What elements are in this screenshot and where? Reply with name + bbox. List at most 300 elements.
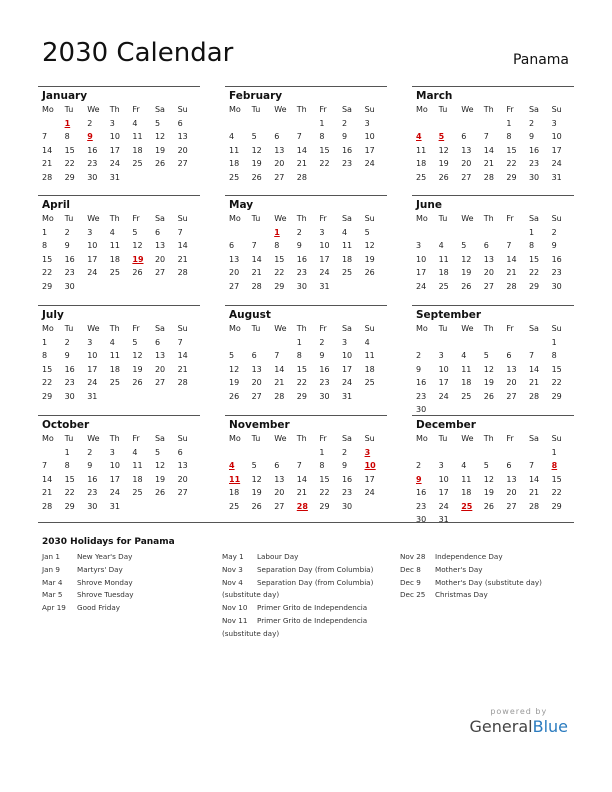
day-cell: 23 [87,488,98,497]
day-cell: 9 [528,132,535,141]
month-august [225,305,387,403]
day-cell: 24 [109,488,120,497]
day-cell: 2 [64,227,70,237]
empty-cell [252,336,275,350]
day-cell: 10 [109,132,120,141]
holiday-name: Good Friday [77,603,120,613]
day-cell: 16 [64,254,75,264]
day-cell: 6 [274,132,280,141]
day-grid [229,432,387,513]
weekday-header: We [461,214,474,223]
day-cell: 29 [64,501,75,511]
day-cell: 16 [319,364,330,374]
weekday-header: Su [364,214,375,223]
day-cell: 8 [319,132,325,141]
day-cell: 2 [528,118,535,128]
day-cell: 22 [551,488,562,497]
day-cell: 11 [109,241,120,250]
day-cell: 6 [251,351,257,360]
day-cell: 8 [319,461,325,470]
weekday-header: Mo [42,214,54,223]
day-cell: 8 [274,241,280,250]
holiday-row [400,589,580,602]
day-cell: 26 [461,281,472,291]
month-name: July [42,309,64,321]
empty-cell [229,117,252,131]
day-cell: 27 [229,281,240,291]
weekday-header: Th [109,214,120,223]
day-cell: 6 [506,351,512,360]
day-cell: 5 [461,241,467,250]
empty-cell [274,446,297,460]
day-cell: 14 [251,254,262,264]
day-cell: 1 [42,227,48,237]
day-cell: 10 [341,351,353,360]
day-grid [416,212,574,293]
day-cell: 25 [109,378,120,387]
weekday-header: Su [177,324,188,333]
day-cell: 29 [42,281,53,291]
day-cell: 7 [296,461,302,470]
day-cell: 1 [551,447,557,457]
month-november [225,415,387,513]
day-cell: 20 [274,488,285,497]
empty-cell [461,446,484,460]
weekday-header: Su [551,214,562,223]
holiday-name: New Year's Day [77,552,133,561]
day-cell: 17 [364,474,375,484]
holiday-date: Dec 9 [400,577,421,587]
day-cell: 3 [87,227,93,237]
day-cell: 8 [506,132,512,141]
day-cell: 7 [177,227,183,237]
day-cell: 6 [154,337,161,347]
empty-cell [252,117,275,131]
weekday-header: Su [177,105,188,114]
weekday-header: Mo [42,434,54,443]
month-name: December [416,419,476,431]
day-cell: 4 [132,447,138,457]
day-cell: 26 [364,268,375,277]
brand-logo[interactable] [470,707,568,736]
holiday-date: Jan 1 [42,552,60,561]
day-cell: 28 [483,172,494,182]
day-grid [42,212,200,293]
day-cell: 27 [483,281,494,291]
day-cell: 17 [416,268,427,277]
weekday-header: Mo [229,324,241,333]
empty-cell [229,336,252,350]
day-cell: 7 [528,351,535,360]
day-cell: 8 [42,241,48,250]
weekday-header: Sa [154,214,165,223]
day-cell: 16 [296,254,307,264]
day-cell: 1 [319,118,325,128]
day-cell: 24 [438,391,449,401]
day-cell: 28 [42,172,53,182]
day-cell: 13 [506,474,517,484]
weekday-header: Sa [154,105,165,114]
day-cell: 15 [274,254,285,264]
day-cell: 30 [319,391,330,401]
weekday-header: Mo [42,105,54,114]
day-cell: 19 [251,159,262,168]
day-cell: 18 [132,145,143,155]
weekday-header: Mo [229,105,241,114]
holiday-date: Mar 4 [42,577,63,587]
day-cell: 11 [461,474,472,484]
day-cell: 24 [364,488,375,497]
day-cell: 23 [416,501,427,511]
day-cell: 29 [506,172,517,182]
day-cell: 30 [296,281,307,291]
day-grid [416,432,574,527]
day-cell: 31 [109,172,120,182]
day-cell: 27 [177,159,188,168]
day-cell: 10 [416,254,427,264]
day-cell: 29 [64,172,75,182]
day-cell: 17 [109,474,120,484]
day-cell: 31 [319,281,330,291]
holiday-day: 9 [87,132,93,141]
day-cell: 27 [506,391,517,401]
weekday-header: Th [483,324,494,333]
holiday-row [222,551,402,564]
day-cell: 2 [416,461,422,470]
month-january [38,86,200,184]
day-cell: 26 [154,488,166,497]
day-cell: 4 [461,461,467,470]
day-cell: 29 [551,391,562,401]
holiday-row [42,589,222,602]
day-cell: 20 [483,268,494,277]
empty-cell [416,336,439,350]
day-cell: 13 [274,145,285,155]
day-cell: 2 [64,337,70,347]
empty-cell [416,117,439,131]
month-name: April [42,199,71,211]
day-cell: 12 [461,254,472,264]
day-cell: 28 [528,391,540,401]
day-cell: 2 [87,447,93,457]
weekday-header: Th [296,105,307,114]
weekday-header: We [274,214,287,223]
day-cell: 23 [64,268,75,277]
day-cell: 10 [87,241,98,250]
day-cell: 28 [528,501,540,511]
holiday-day: 4 [229,461,235,470]
country-name: Panama [512,52,569,68]
day-cell: 9 [64,351,70,360]
weekday-header: Sa [154,324,165,333]
holiday-day: 11 [229,474,241,484]
day-cell: 6 [177,447,183,457]
empty-cell [461,226,484,240]
month-october [38,415,200,513]
weekday-header: We [461,105,474,114]
day-cell: 27 [461,172,472,182]
day-cell: 2 [551,227,557,237]
holiday-column [222,551,402,641]
day-cell: 18 [438,268,449,277]
weekday-header: Fr [132,434,140,443]
day-cell: 7 [483,132,489,141]
weekday-header: Su [551,434,562,443]
weekday-header: Su [364,105,375,114]
holiday-row [42,564,222,577]
day-cell: 21 [42,159,53,168]
month-june [412,195,574,293]
day-cell: 2 [416,351,422,360]
day-cell: 13 [154,241,166,250]
weekday-header: Su [551,105,562,114]
weekday-header: Su [177,214,188,223]
day-cell: 16 [416,378,427,387]
day-cell: 12 [154,461,166,470]
day-cell: 30 [87,501,98,511]
day-cell: 7 [274,351,280,360]
day-cell: 12 [251,474,262,484]
weekday-header: Th [296,324,307,333]
day-cell: 12 [483,474,494,484]
day-cell: 25 [229,501,240,511]
empty-cell [439,117,462,131]
day-cell: 22 [274,268,285,277]
day-cell: 17 [438,488,449,497]
holiday-name: Independence Day [435,552,503,561]
day-cell: 12 [483,364,494,374]
weekday-header: Su [551,324,562,333]
day-cell: 9 [341,132,348,141]
weekday-header: Fr [319,105,327,114]
weekday-header: Tu [251,214,261,223]
powered-by-text: powered by [490,707,548,716]
day-cell: 26 [132,378,143,387]
day-cell: 22 [528,268,540,277]
day-cell: 5 [483,351,489,360]
day-cell: 17 [319,254,330,264]
day-cell: 26 [154,159,166,168]
month-name: August [229,309,271,321]
day-cell: 9 [416,364,422,374]
day-cell: 11 [109,351,120,360]
holiday-day: 5 [438,132,445,141]
day-cell: 4 [461,351,467,360]
day-cell: 29 [42,391,53,401]
day-cell: 10 [438,364,449,374]
day-cell: 7 [506,241,512,250]
day-cell: 14 [177,241,188,250]
day-cell: 22 [506,159,517,168]
day-cell: 9 [296,241,302,250]
day-cell: 28 [177,268,188,277]
day-cell: 27 [154,268,166,277]
day-cell: 24 [87,378,98,387]
day-cell: 6 [177,118,183,128]
day-cell: 15 [296,364,307,374]
weekday-header: Fr [319,434,327,443]
empty-cell [484,226,507,240]
day-cell: 3 [319,227,325,237]
month-name: June [416,199,442,211]
day-cell: 28 [274,391,285,401]
empty-cell [461,117,484,131]
month-may [225,195,387,293]
day-cell: 10 [438,474,449,484]
day-cell: 10 [109,461,120,470]
weekday-header: We [461,324,474,333]
day-cell: 24 [416,281,427,291]
day-cell: 17 [87,254,98,264]
day-cell: 28 [506,281,517,291]
day-cell: 4 [438,241,444,250]
day-cell: 14 [483,145,494,155]
day-cell: 31 [87,391,98,401]
holiday-day: 10 [364,461,376,470]
day-cell: 3 [364,118,370,128]
day-cell: 30 [87,172,98,182]
weekday-header: Sa [528,214,539,223]
day-cell: 16 [87,474,98,484]
day-cell: 18 [109,364,120,374]
month-april [38,195,200,293]
day-cell: 3 [341,337,348,347]
day-cell: 15 [551,364,562,374]
weekday-header: We [87,105,100,114]
weekday-header: Tu [251,434,261,443]
day-cell: 14 [506,254,517,264]
day-cell: 13 [154,351,166,360]
day-cell: 28 [296,172,307,182]
holiday-date: May 1 [222,552,244,561]
holiday-date: Nov 11 [222,615,248,625]
day-cell: 7 [528,461,535,470]
empty-cell [439,446,462,460]
day-cell: 25 [109,268,120,277]
day-cell: 24 [319,268,330,277]
day-cell: 21 [296,159,307,168]
holiday-date: Dec 25 [400,590,426,600]
day-cell: 14 [296,145,307,155]
day-cell: 23 [341,159,353,168]
day-cell: 23 [64,378,75,387]
holiday-name: Mother's Day [435,564,483,574]
day-cell: 19 [154,474,166,484]
weekday-header: Fr [506,434,514,443]
day-cell: 3 [438,351,444,360]
holiday-day: 19 [132,254,144,264]
holiday-row [222,602,402,615]
month-name: May [229,199,254,211]
day-cell: 20 [461,159,472,168]
day-cell: 23 [416,391,427,401]
day-cell: 24 [551,159,562,168]
day-cell: 17 [438,378,449,387]
day-cell: 22 [551,378,562,387]
day-cell: 1 [296,337,302,347]
day-cell: 17 [87,364,98,374]
weekday-header: Th [109,105,120,114]
day-cell: 5 [364,227,370,237]
weekday-header: Mo [229,214,241,223]
day-cell: 3 [109,447,115,457]
day-cell: 26 [229,391,240,401]
weekday-header: We [87,214,100,223]
day-cell: 19 [483,378,494,387]
day-cell: 9 [64,241,70,250]
day-cell: 22 [64,488,75,497]
empty-cell [461,336,484,350]
day-cell: 22 [64,159,75,168]
empty-cell [297,117,320,131]
day-cell: 13 [483,254,494,264]
empty-cell [506,226,529,240]
day-cell: 16 [341,145,353,155]
day-cell: 1 [551,337,557,347]
day-cell: 1 [319,447,325,457]
day-cell: 12 [154,132,166,141]
day-cell: 24 [87,268,98,277]
day-cell: 2 [319,337,325,347]
day-cell: 30 [416,405,427,414]
day-cell: 1 [42,337,48,347]
day-cell: 21 [528,378,540,387]
day-cell: 18 [132,474,143,484]
day-cell: 19 [132,364,143,374]
day-cell: 8 [296,351,302,360]
holiday-name: Separation Day (from Columbia) [257,564,374,574]
day-cell: 19 [251,488,262,497]
day-cell: 15 [64,474,75,484]
day-cell: 19 [461,268,472,277]
day-cell: 13 [229,254,240,264]
weekday-header: Fr [132,105,140,114]
month-march [412,86,574,184]
day-cell: 13 [251,364,262,374]
empty-cell [439,336,462,350]
weekday-header: Fr [319,324,327,333]
day-cell: 30 [416,515,427,524]
empty-cell [416,226,439,240]
holiday-day: 1 [64,118,71,128]
holiday-row [222,615,402,628]
day-cell: 4 [132,118,138,128]
day-cell: 2 [296,227,302,237]
weekday-header: Th [483,214,494,223]
page-title: 2030 Calendar [42,38,234,68]
day-grid [229,212,387,293]
weekday-header: Tu [64,324,74,333]
day-cell: 16 [551,254,562,264]
day-cell: 30 [551,281,562,291]
weekday-header: Th [483,105,494,114]
day-cell: 25 [461,391,472,401]
day-cell: 15 [42,254,53,264]
holiday-column [42,551,222,615]
weekday-header: Tu [251,105,261,114]
day-cell: 20 [154,254,166,264]
day-cell: 3 [438,461,444,470]
day-cell: 5 [154,447,161,457]
weekday-header: Tu [438,324,448,333]
day-cell: 24 [109,159,120,168]
weekday-header: Sa [341,434,352,443]
weekday-header: Mo [416,434,428,443]
weekday-header: Sa [528,105,539,114]
day-cell: 8 [42,351,48,360]
day-cell: 25 [438,281,449,291]
day-cell: 29 [551,501,562,511]
